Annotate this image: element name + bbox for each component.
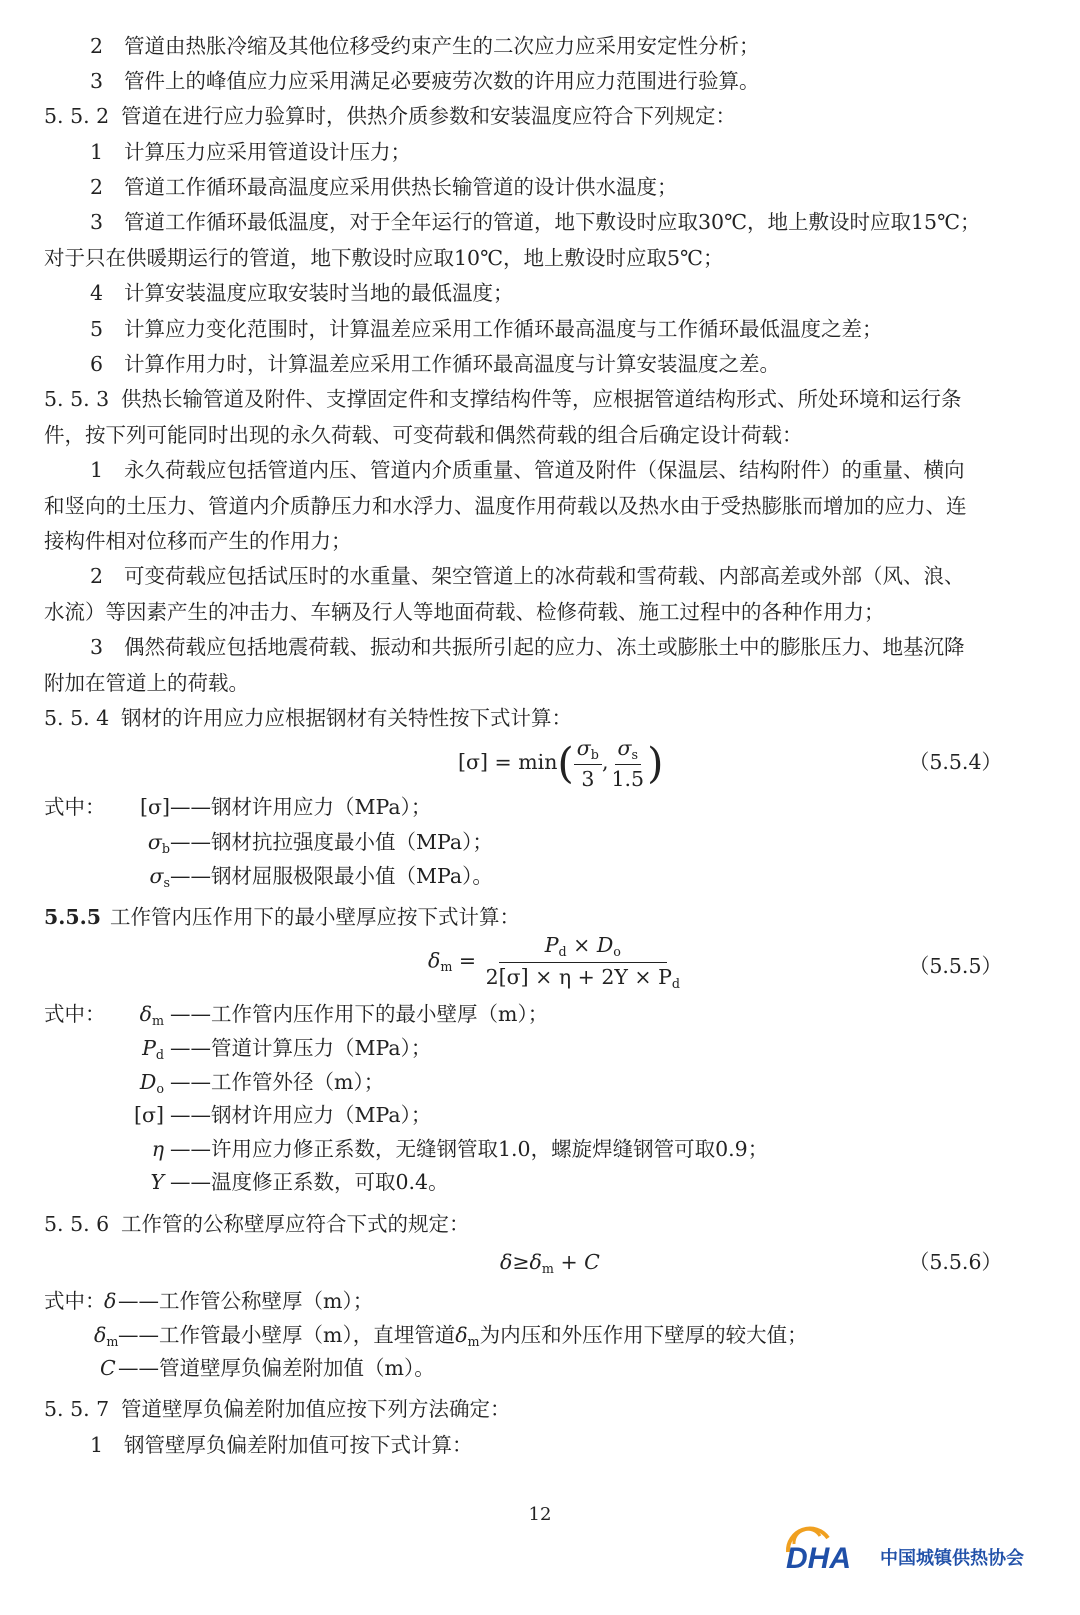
item-line: 6 计算作用力时，计算温差应采用工作循环最高温度与计算安装温度之差。: [90, 352, 780, 376]
equation-number: （5.5.5）: [908, 954, 1002, 978]
symbol: $\delta_m$: [94, 1323, 119, 1349]
symbol: $D_o$: [139, 1070, 164, 1096]
symbol: η: [151, 1137, 164, 1161]
symbol: $\delta_m$: [139, 1002, 164, 1028]
continuation-line: 对于只在供暖期运行的管道，地下敷设时应取10℃，地上敷设时应取5℃；: [44, 246, 724, 270]
continuation-line: 件，按下列可能同时出现的永久荷载、可变荷载和偶然荷载的组合后确定设计荷载：: [44, 423, 803, 447]
continuation-line: 水流）等因素产生的冲击力、车辆及行人等地面荷载、检修荷载、施工过程中的各种作用力；: [44, 600, 885, 624]
continuation-line: 附加在管道上的荷载。: [44, 671, 249, 695]
continuation-line: 接构件相对位移而产生的作用力；: [44, 529, 352, 553]
symbol-definition: ——工作管外径（m）；: [170, 1070, 385, 1094]
clause-line: 5. 5. 3 供热长输管道及附件、支撑固定件和支撑结构件等，应根据管道结构形式、所处环境和运行条: [44, 387, 962, 411]
item-line: 4 计算安装温度应取安装时当地的最低温度；: [90, 281, 514, 305]
symbol-definition: ——工作管内压作用下的最小壁厚（m）；: [170, 1002, 549, 1026]
item-line: 1 永久荷载应包括管道内压、管道内介质重量、管道及附件（保温层、结构附件）的重量、横向: [90, 458, 965, 482]
where-label: 式中：: [44, 1289, 106, 1313]
dha-logo-icon: [780, 1522, 1060, 1582]
symbol-definition: ——工作管最小壁厚（m），直埋管道$\delta_m$为内压和外压作用下壁厚的较大值；: [118, 1323, 808, 1349]
equation-5-5-4: [σ] = min( $\frac{\sigma_b}{3}$ , $\frac{\sigma_s}{1.5}$ ): [458, 736, 664, 791]
symbol-definition: ——工作管公称壁厚（m）；: [118, 1289, 374, 1313]
item-line: 3 管件上的峰值应力应采用满足必要疲劳次数的许用应力范围进行验算。: [90, 69, 760, 93]
symbol-definition: ——钢材许用应力（MPa）；: [170, 795, 432, 819]
where-label: 式中：: [44, 1002, 106, 1026]
org-name: 中国城镇供热协会: [880, 1548, 1024, 1569]
symbol-definition: ——管道壁厚负偏差附加值（m）。: [118, 1356, 435, 1380]
item-line: 1 钢管壁厚负偏差附加值可按下式计算：: [90, 1433, 473, 1457]
item-line: 2 可变荷载应包括试压时的水重量、架空管道上的冰荷载和雪荷载、内部高差或外部（风、浪、: [90, 564, 965, 588]
clause-line: 5. 5. 6 工作管的公称壁厚应符合下式的规定：: [44, 1212, 470, 1236]
symbol: [σ]: [140, 795, 170, 819]
item-line: 1 计算压力应采用管道设计压力；: [90, 140, 411, 164]
symbol: $\sigma_s$: [149, 864, 170, 890]
equation-5-5-5: $\delta_m$ = $\frac{P_d \times D_o}{2[\sigma] \times \eta + 2Y \times P_d}$: [428, 933, 681, 991]
symbol: [σ]: [134, 1103, 164, 1127]
item-line: 3 偶然荷载应包括地震荷载、振动和共振所引起的应力、冻土或膨胀土中的膨胀压力、地基沉降: [90, 635, 965, 659]
clause-line: 5.5.5 工作管内压作用下的最小壁厚应按下式计算：: [44, 905, 520, 929]
item-line: 3 管道工作循环最低温度，对于全年运行的管道，地下敷设时应取30℃，地上敷设时应取15℃；: [90, 210, 981, 234]
symbol-definition: ——许用应力修正系数，无缝钢管取1.0，螺旋焊缝钢管可取0.9；: [170, 1137, 769, 1161]
continuation-line: 和竖向的土压力、管道内介质静压力和水浮力、温度作用荷载以及热水由于受热膨胀而增加的应力、连: [44, 494, 967, 518]
equation-number: （5.5.4）: [908, 750, 1002, 774]
symbol-definition: ——钢材抗拉强度最小值（MPa）；: [170, 830, 493, 854]
footer-logo: [780, 1522, 1060, 1582]
clause-line: 5. 5. 4 钢材的许用应力应根据钢材有关特性按下式计算：: [44, 706, 572, 730]
symbol: $\sigma_b$: [147, 830, 170, 856]
page-number: 12: [528, 1504, 552, 1525]
item-line: 2 管道工作循环最高温度应采用供热长输管道的设计供水温度；: [90, 175, 678, 199]
symbol-definition: ——钢材许用应力（MPa）；: [170, 1103, 432, 1127]
symbol: Y: [150, 1170, 164, 1194]
item-line: 2 管道由热胀冷缩及其他位移受约束产生的二次应力应采用安定性分析；: [90, 34, 760, 58]
symbol-definition: ——管道计算压力（MPa）；: [170, 1036, 432, 1060]
symbol: $P_d$: [142, 1036, 164, 1062]
symbol: δ: [104, 1289, 117, 1313]
symbol: C: [100, 1356, 116, 1380]
symbol-definition: ——温度修正系数，可取0.4。: [170, 1170, 449, 1194]
equation-number: （5.5.6）: [908, 1250, 1002, 1274]
clause-line: 5. 5. 7 管道壁厚负偏差附加值应按下列方法确定：: [44, 1397, 511, 1421]
clause-line: 5. 5. 2 管道在进行应力验算时，供热介质参数和安装温度应符合下列规定：: [44, 104, 736, 128]
item-line: 5 计算应力变化范围时，计算温差应采用工作循环最高温度与工作循环最低温度之差；: [90, 317, 883, 341]
where-label: 式中：: [44, 795, 106, 819]
symbol-definition: ——钢材屈服极限最小值（MPa）。: [170, 864, 493, 888]
equation-5-5-6: $\delta\ge\delta_m + C$: [500, 1250, 600, 1276]
logo-text: DHA: [786, 1542, 851, 1575]
